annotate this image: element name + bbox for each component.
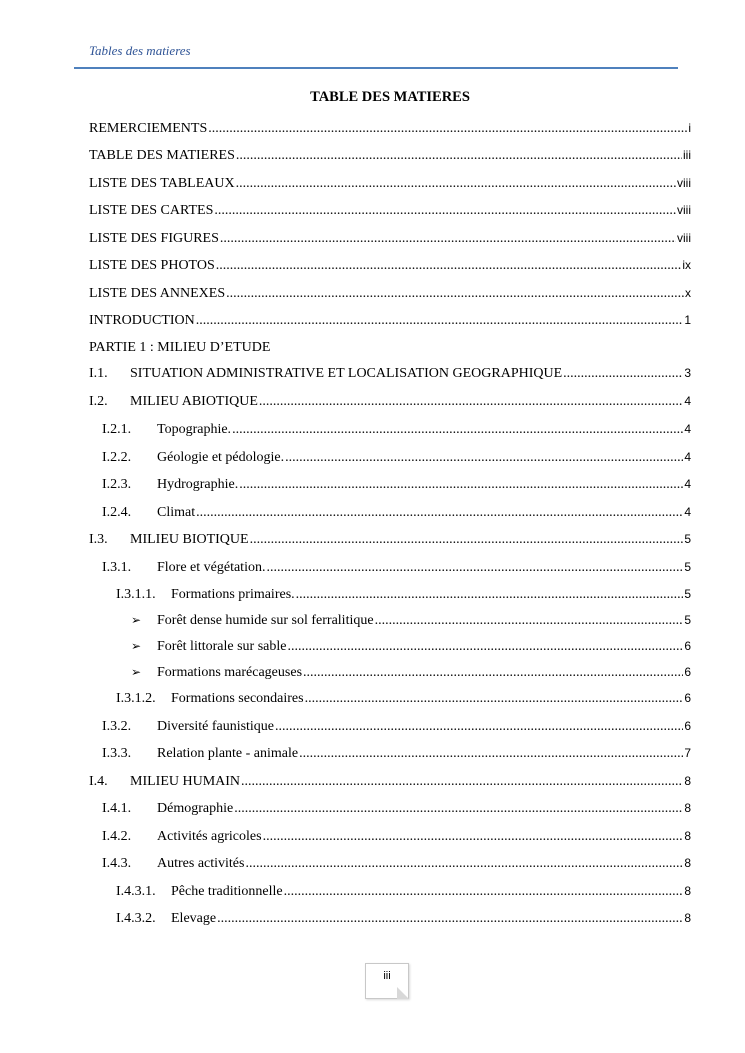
toc-dot-leader (208, 121, 687, 137)
toc-dot-leader (234, 801, 683, 817)
toc-entry-number: I.4.1. (102, 801, 132, 816)
toc-entry-page: iii (683, 148, 691, 162)
toc-entry-I-4-1[interactable] (102, 801, 691, 821)
toc-entry-number: I.2.4. (102, 505, 132, 520)
toc-entry-page: 3 (684, 366, 691, 380)
toc-dot-leader (259, 394, 683, 410)
toc-entry-page: 1 (684, 313, 691, 327)
toc-entry-page: 6 (684, 639, 691, 653)
toc-entry-I-3-1-2[interactable] (116, 691, 691, 711)
toc-entry-number: I.2.2. (102, 450, 132, 465)
toc-dot-leader (241, 774, 683, 790)
toc-dot-leader (299, 746, 683, 762)
toc-entry-page: 4 (684, 422, 691, 436)
toc-entry-page: i (688, 121, 691, 135)
toc-entry-text: LISTE DES ANNEXES (89, 286, 226, 301)
toc-entry-text: TABLE DES MATIERES (89, 148, 235, 163)
toc-entry-introduction[interactable] (89, 313, 691, 333)
toc-dot-leader (250, 532, 684, 548)
page-header-title: Tables des matieres (89, 43, 191, 58)
toc-entry-text: Topographie. (157, 422, 232, 437)
toc-entry-liste-photos[interactable] (89, 258, 691, 278)
toc-entry-text: MILIEU ABIOTIQUE (130, 394, 258, 409)
toc-entry-text: Relation plante - animale (157, 746, 299, 761)
toc-entry-text: Hydrographie. (157, 477, 239, 492)
toc-entry-text: LISTE DES FIGURES (89, 231, 219, 246)
toc-entry-page: 5 (684, 532, 691, 546)
toc-entry-I-4-3-1[interactable] (116, 884, 691, 904)
toc-entry-text: Démographie (157, 801, 234, 816)
toc-entry-text: MILIEU HUMAIN (130, 774, 241, 789)
toc-entry-number: I.2.1. (102, 422, 132, 437)
arrow-bullet-icon: ➢ (131, 639, 142, 653)
toc-entry-I-3-2[interactable] (102, 719, 691, 739)
toc-dot-leader (236, 148, 682, 164)
toc-entry-number: I.3.2. (102, 719, 132, 734)
toc-entry-page: 8 (684, 801, 691, 815)
toc-dot-leader (226, 286, 684, 302)
toc-entry-number: I.4.3.1. (116, 884, 156, 899)
toc-dot-leader (296, 587, 684, 603)
toc-entry-I-3-3[interactable] (102, 746, 691, 766)
toc-entry-page: 6 (684, 665, 691, 679)
toc-dot-leader (232, 422, 683, 438)
toc-dot-leader (239, 477, 683, 493)
toc-entry-text: Pêche traditionnelle (171, 884, 283, 899)
toc-entry-text: SITUATION ADMINISTRATIVE ET LOCALISATION GEOGRAPHIQUE (130, 366, 563, 381)
arrow-bullet-icon: ➢ (131, 613, 142, 627)
toc-entry-I-2-4[interactable] (102, 505, 691, 525)
toc-entry-text: LISTE DES CARTES (89, 203, 214, 218)
toc-entry-page: viii (677, 203, 691, 217)
page-curl-icon (397, 987, 409, 999)
toc-entry-number: I.3.1. (102, 560, 132, 575)
toc-entry-I-2[interactable] (89, 394, 691, 414)
toc-entry-liste-figures[interactable] (89, 231, 691, 251)
toc-entry-text: Autres activités (157, 856, 245, 871)
toc-entry-page: 6 (684, 691, 691, 705)
toc-entry-text: Formations secondaires (171, 691, 304, 706)
toc-entry-liste-annexes[interactable] (89, 286, 691, 306)
toc-entry-page: 4 (684, 450, 691, 464)
toc-entry-I-4-3-2[interactable] (116, 911, 691, 931)
toc-entry-text: Géologie et pédologie. (157, 450, 285, 465)
toc-entry-page: 5 (684, 613, 691, 627)
toc-entry-number: I.3.1.1. (116, 587, 156, 602)
toc-entry-number: I.2.3. (102, 477, 132, 492)
toc-entry-page: 8 (684, 856, 691, 870)
toc-entry-page: 8 (684, 884, 691, 898)
toc-entry-text: Forêt dense humide sur sol ferralitique (157, 613, 374, 628)
toc-dot-leader (216, 258, 682, 274)
toc-entry-text: Flore et végétation. (157, 560, 266, 575)
toc-entry-page: viii (677, 176, 691, 190)
toc-entry-page: 4 (684, 505, 691, 519)
toc-entry-number: I.3.1.2. (116, 691, 156, 706)
toc-dot-leader (305, 691, 684, 707)
toc-dot-leader (217, 911, 683, 927)
toc-dot-leader (245, 856, 683, 872)
toc-dot-leader (236, 176, 676, 192)
toc-entry-I-4-2[interactable] (102, 829, 691, 849)
toc-entry-page: 8 (684, 911, 691, 925)
toc-dot-leader (220, 231, 676, 247)
toc-dot-leader (275, 719, 683, 735)
toc-entry-page: ix (682, 258, 691, 272)
toc-dot-leader (263, 829, 684, 845)
toc-entry-text: Formations marécageuses (157, 665, 303, 680)
toc-dot-leader (266, 560, 683, 576)
toc-dot-leader (303, 665, 683, 681)
header-rule (74, 67, 678, 69)
toc-entry-number: I.1. (89, 366, 108, 381)
toc-entry-bullet-formations-marecageuses[interactable] (131, 665, 691, 685)
toc-entry-page: 5 (684, 587, 691, 601)
toc-entry-number: I.4. (89, 774, 108, 789)
toc-entry-liste-tableaux[interactable] (89, 176, 691, 196)
toc-entry-I-2-2[interactable] (102, 450, 691, 470)
toc-entry-text: Diversité faunistique (157, 719, 275, 734)
toc-entry-number: I.3. (89, 532, 108, 547)
toc-dot-leader (284, 884, 684, 900)
toc-dot-leader (196, 505, 683, 521)
toc-entry-number: I.4.3.2. (116, 911, 156, 926)
toc-dot-leader (214, 203, 676, 219)
toc-entry-number: I.3.3. (102, 746, 132, 761)
toc-entry-liste-cartes[interactable] (89, 203, 691, 223)
toc-entry-number: I.4.2. (102, 829, 132, 844)
toc-dot-leader (196, 313, 684, 329)
toc-entry-text: Elevage (171, 911, 217, 926)
toc-dot-leader (285, 450, 683, 466)
page-number-box (365, 963, 409, 999)
toc-entry-bullet-foret-littorale[interactable] (131, 639, 691, 659)
toc-dot-leader (375, 613, 684, 629)
toc-entry-I-3[interactable] (89, 532, 691, 552)
arrow-bullet-icon: ➢ (131, 665, 142, 679)
toc-entry-text: LISTE DES PHOTOS (89, 258, 215, 273)
toc-entry-text: REMERCIEMENTS (89, 121, 208, 136)
toc-entry-page: 4 (684, 477, 691, 491)
toc-entry-text: Activités agricoles (157, 829, 262, 844)
toc-entry-I-2-3[interactable] (102, 477, 691, 497)
toc-entry-I-4[interactable] (89, 774, 691, 794)
page-number: iii (383, 970, 391, 982)
toc-entry-text: Formations primaires. (171, 587, 295, 602)
document-title: TABLE DES MATIERES (310, 89, 470, 105)
toc-entry-I-4-3[interactable] (102, 856, 691, 876)
toc-entry-text: PARTIE 1 : MILIEU D’ETUDE (89, 340, 271, 355)
toc-entry-I-1[interactable] (89, 366, 691, 386)
toc-entry-text: INTRODUCTION (89, 313, 195, 328)
toc-entry-text: MILIEU BIOTIQUE (130, 532, 249, 547)
toc-entry-page: viii (677, 231, 691, 245)
toc-entry-text: Forêt littorale sur sable (157, 639, 287, 654)
toc-dot-leader (563, 366, 683, 382)
toc-entry-I-3-1-1[interactable] (116, 587, 691, 607)
toc-entry-text: Climat (157, 505, 196, 520)
toc-dot-leader (287, 639, 683, 655)
toc-entry-number: I.4.3. (102, 856, 132, 871)
toc-entry-remerciements[interactable] (89, 121, 691, 141)
toc-entry-page: 4 (684, 394, 691, 408)
toc-entry-number: I.2. (89, 394, 108, 409)
toc-entry-text: LISTE DES TABLEAUX (89, 176, 235, 191)
toc-entry-page: 7 (684, 746, 691, 760)
toc-entry-page: 8 (684, 774, 691, 788)
toc-entry-page: 8 (684, 829, 691, 843)
toc-entry-page: x (685, 286, 691, 300)
toc-entry-bullet-foret-dense[interactable] (131, 613, 691, 633)
toc-entry-I-3-1[interactable] (102, 560, 691, 580)
toc-entry-table-des-matieres[interactable] (89, 148, 691, 168)
toc-part-heading (89, 340, 691, 360)
toc-entry-page: 5 (684, 560, 691, 574)
toc-entry-page: 6 (684, 719, 691, 733)
toc-entry-I-2-1[interactable] (102, 422, 691, 442)
